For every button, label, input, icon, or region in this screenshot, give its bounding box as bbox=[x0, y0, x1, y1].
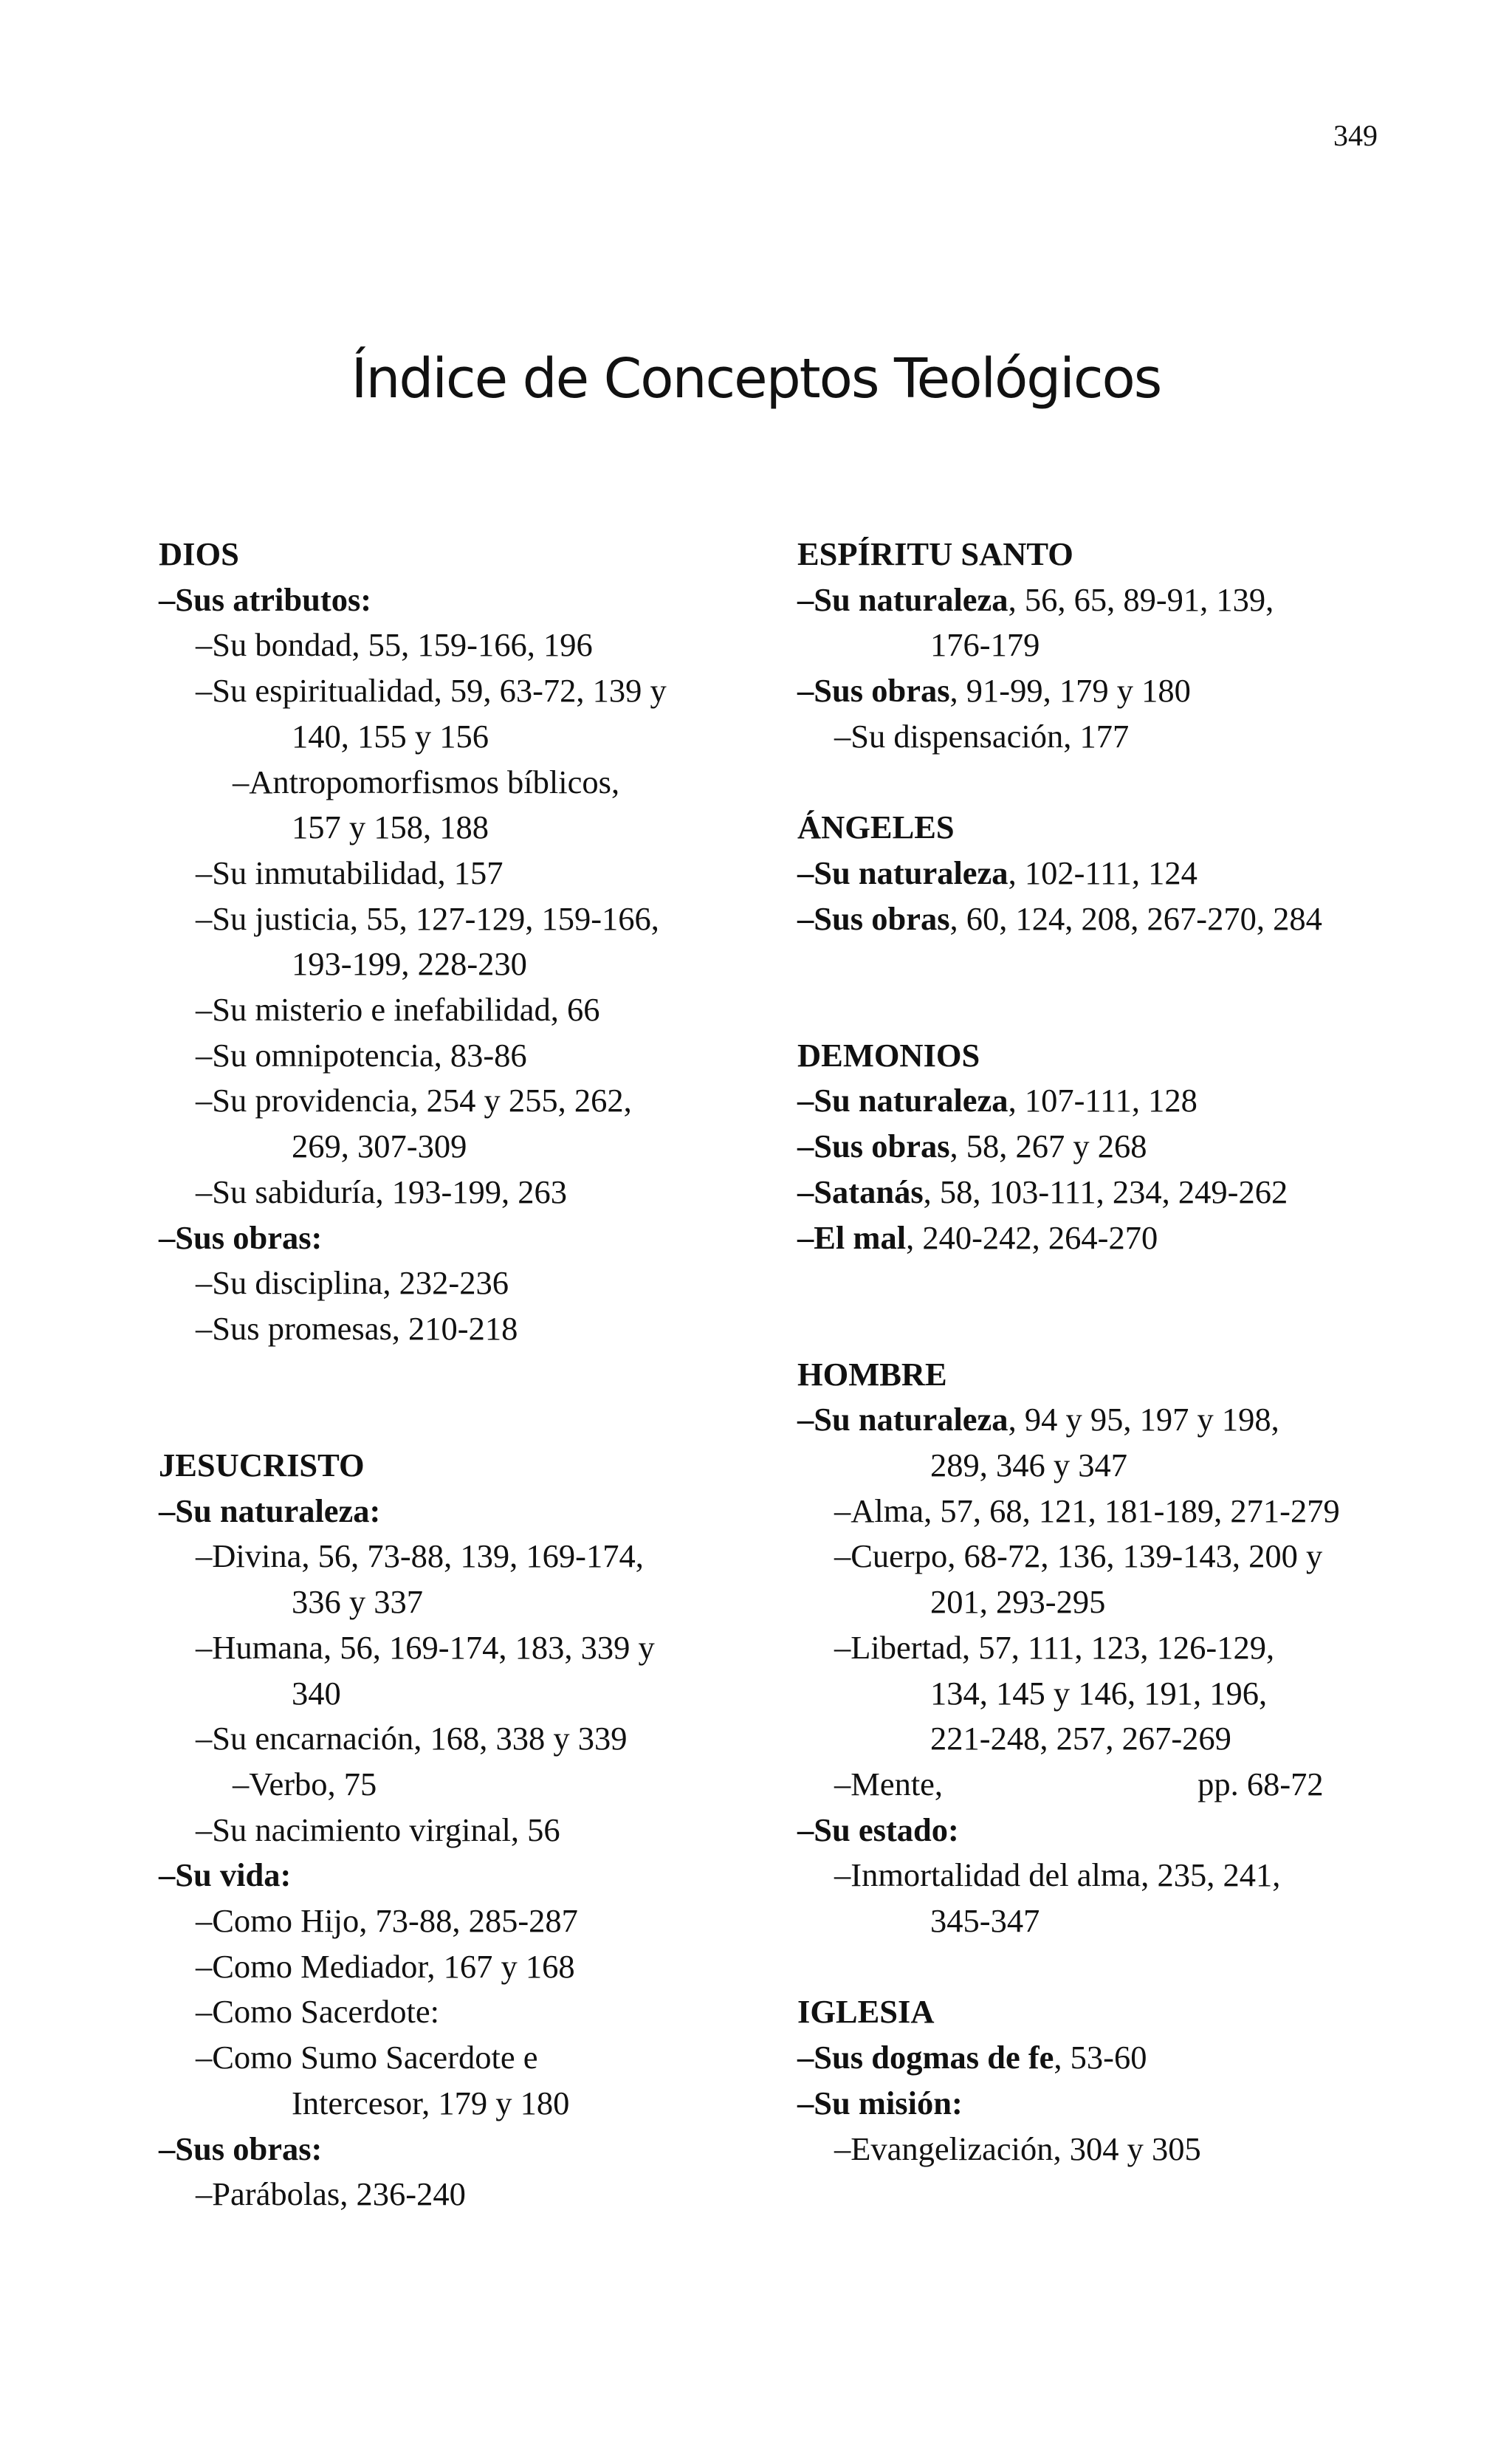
index-entry bbox=[797, 668, 1388, 714]
entry-label: –Sus obras bbox=[797, 899, 950, 937]
index-column-left bbox=[159, 532, 764, 2217]
entry-pages: , 240-242, 264-270 bbox=[906, 1218, 1158, 1256]
subheading: –Su vida: bbox=[159, 1856, 292, 1894]
index-entry: –Inmortalidad del alma, 235, 241, bbox=[834, 1856, 1281, 1894]
index-entry-continuation: 269, 307-309 bbox=[292, 1128, 467, 1165]
entry-pages: , 102-111, 124 bbox=[1008, 854, 1197, 891]
index-entry-continuation: 340 bbox=[292, 1674, 341, 1712]
index-entry: –Divina, 56, 73-88, 139, 169-174, bbox=[196, 1537, 644, 1575]
entry-label: –Satanás bbox=[797, 1173, 924, 1210]
entry-pages: , 53-60 bbox=[1054, 2039, 1147, 2076]
entry-label: –Su naturaleza bbox=[797, 1401, 1008, 1438]
entry-label: –Sus dogmas de fe bbox=[797, 2039, 1054, 2076]
index-entry-continuation: 289, 346 y 347 bbox=[930, 1447, 1127, 1484]
entry-pages: , 107-111, 128 bbox=[1008, 1082, 1197, 1119]
index-entry: –Como Sumo Sacerdote e bbox=[196, 2039, 538, 2076]
index-entry: –Su nacimiento virginal, 56 bbox=[196, 1811, 560, 1848]
index-entry: –Su disciplina, 232-236 bbox=[196, 1264, 509, 1302]
index-entry bbox=[797, 577, 1388, 623]
section-heading: HOMBRE bbox=[797, 1355, 947, 1393]
entry-label: –Sus obras bbox=[797, 672, 950, 710]
index-column-right bbox=[797, 532, 1388, 2172]
index-entry: –Cuerpo, 68-72, 136, 139-143, 200 y bbox=[834, 1537, 1323, 1575]
subheading: –Sus obras: bbox=[159, 1218, 323, 1256]
section-gap bbox=[797, 1944, 1388, 1990]
entry-pages: , 58, 103-111, 234, 249-262 bbox=[923, 1173, 1288, 1210]
index-entry: –Evangelización, 304 y 305 bbox=[834, 2130, 1201, 2167]
section-heading: DEMONIOS bbox=[797, 1036, 980, 1074]
section-heading: DIOS bbox=[159, 535, 239, 572]
index-entry: –Verbo, 75 bbox=[233, 1765, 377, 1802]
index-section-angeles bbox=[797, 805, 1388, 941]
index-entry: –Su encarnación, 168, 338 y 339 bbox=[196, 1720, 628, 1757]
entry-label: –Mente, bbox=[834, 1765, 944, 1802]
index-entry-continuation: Intercesor, 179 y 180 bbox=[292, 2084, 570, 2121]
index-entry: –Su espiritualidad, 59, 63-72, 139 y bbox=[196, 672, 667, 710]
entry-pages: pp. 68-72 bbox=[1197, 1765, 1324, 1802]
index-entry: –Su inmutabilidad, 157 bbox=[196, 854, 504, 891]
subheading: –Sus atributos: bbox=[159, 580, 372, 618]
page-number: 349 bbox=[1333, 119, 1378, 152]
index-entry: –Su omnipotencia, 83-86 bbox=[196, 1036, 527, 1074]
subheading: –Sus obras: bbox=[159, 2130, 323, 2167]
index-entry bbox=[797, 2035, 1388, 2081]
index-entry-continuation: 193-199, 228-230 bbox=[292, 945, 527, 983]
index-entry bbox=[797, 851, 1388, 896]
entry-pages: , 60, 124, 208, 267-270, 284 bbox=[949, 899, 1322, 937]
subheading: –Su naturaleza: bbox=[159, 1492, 381, 1529]
index-entry bbox=[797, 1078, 1388, 1124]
section-gap bbox=[797, 1260, 1388, 1351]
index-section-espiritu-santo bbox=[797, 532, 1388, 760]
page-title: Índice de Conceptos Teológicos bbox=[351, 347, 1161, 411]
section-gap bbox=[797, 760, 1388, 806]
index-entry: –Como Sacerdote: bbox=[196, 1993, 439, 2031]
index-section-jesucristo bbox=[159, 1443, 764, 2217]
index-entry: –Su bondad, 55, 159-166, 196 bbox=[196, 626, 593, 664]
entry-pages: , 94 y 95, 197 y 198, bbox=[1008, 1401, 1279, 1438]
index-entry bbox=[797, 1397, 1388, 1443]
index-entry: –Su providencia, 254 y 255, 262, bbox=[196, 1082, 632, 1119]
index-entry: –Como Mediador, 167 y 168 bbox=[196, 1947, 575, 1985]
index-section-dios bbox=[159, 532, 764, 1352]
entry-label: –Su naturaleza bbox=[797, 854, 1008, 891]
section-heading: ESPÍRITU SANTO bbox=[797, 535, 1073, 572]
index-entry: –Libertad, 57, 111, 123, 126-129, bbox=[834, 1628, 1275, 1666]
index-entry bbox=[797, 1170, 1388, 1215]
entry-pages: , 56, 65, 89-91, 139, bbox=[1008, 580, 1274, 618]
index-entry bbox=[797, 1215, 1388, 1261]
section-gap bbox=[797, 941, 1388, 1032]
section-heading: ÁNGELES bbox=[797, 809, 955, 846]
section-heading: JESUCRISTO bbox=[159, 1447, 365, 1484]
index-entry bbox=[797, 896, 1388, 942]
index-entry: –Su sabiduría, 193-199, 263 bbox=[196, 1173, 568, 1210]
index-entry-continuation: 140, 155 y 156 bbox=[292, 717, 489, 755]
index-entry-continuation: 201, 293-295 bbox=[930, 1583, 1106, 1621]
index-entry: –Parábolas, 236-240 bbox=[196, 2175, 466, 2213]
index-entry bbox=[797, 1762, 1388, 1808]
index-section-demonios bbox=[797, 1033, 1388, 1261]
index-entry-continuation: 345-347 bbox=[930, 1902, 1040, 1940]
index-section-iglesia bbox=[797, 1989, 1388, 2172]
subheading: –Su misión: bbox=[797, 2084, 963, 2121]
index-entry: –Sus promesas, 210-218 bbox=[196, 1309, 518, 1347]
index-entry-continuation: 157 y 158, 188 bbox=[292, 809, 489, 846]
index-entry bbox=[797, 1124, 1388, 1170]
index-entry-continuation: 221-248, 257, 267-269 bbox=[930, 1720, 1231, 1757]
index-entry-continuation: 176-179 bbox=[930, 626, 1040, 664]
index-entry: –Alma, 57, 68, 121, 181-189, 271-279 bbox=[834, 1492, 1340, 1529]
section-heading: IGLESIA bbox=[797, 1993, 935, 2031]
index-section-hombre bbox=[797, 1352, 1388, 1944]
section-gap bbox=[159, 1352, 764, 1443]
index-entry-continuation: 134, 145 y 146, 191, 196, bbox=[930, 1674, 1268, 1712]
index-entry: –Antropomorfismos bíblicos, bbox=[233, 763, 620, 800]
index-entry: –Su justicia, 55, 127-129, 159-166, bbox=[196, 899, 659, 937]
entry-pages: , 91-99, 179 y 180 bbox=[949, 672, 1191, 710]
subheading: –Su estado: bbox=[797, 1811, 959, 1848]
entry-pages: , 58, 267 y 268 bbox=[949, 1128, 1147, 1165]
entry-label: –Sus obras bbox=[797, 1128, 950, 1165]
index-entry: –Humana, 56, 169-174, 183, 339 y bbox=[196, 1628, 655, 1666]
index-entry: –Su dispensación, 177 bbox=[834, 717, 1130, 755]
index-entry: –Su misterio e inefabilidad, 66 bbox=[196, 991, 600, 1029]
entry-label: –El mal bbox=[797, 1218, 907, 1256]
index-entry: –Como Hijo, 73-88, 285-287 bbox=[196, 1902, 578, 1940]
entry-label: –Su naturaleza bbox=[797, 1082, 1008, 1119]
index-entry-continuation: 336 y 337 bbox=[292, 1583, 423, 1621]
entry-label: –Su naturaleza bbox=[797, 580, 1008, 618]
